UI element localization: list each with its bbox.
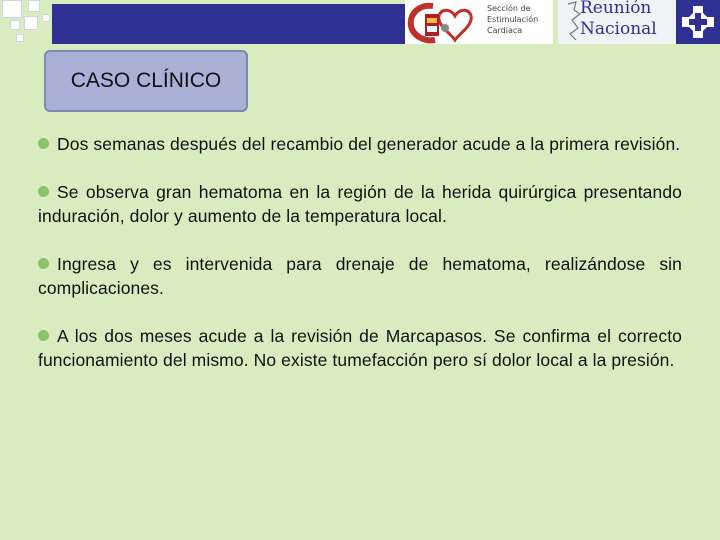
- bullet-dot-icon: [38, 186, 49, 197]
- society-logo: [405, 0, 553, 44]
- logo-line: Cardiaca: [487, 26, 523, 35]
- logo-caption: [487, 3, 538, 36]
- bullet-dot-icon: [38, 330, 49, 341]
- cross-logo: [676, 0, 720, 44]
- cross-logo-icon: [676, 0, 720, 44]
- logo-line: Sección de: [487, 4, 531, 13]
- page-title: CASO CLÍNICO: [70, 69, 222, 92]
- event-line: Nacional: [580, 19, 657, 39]
- title-box: [44, 50, 248, 112]
- logo-line: Estimulación: [487, 15, 539, 24]
- list-item: [38, 180, 682, 228]
- bullet-text: A los dos meses acude a la revisión de Marcapasos. Se confirma el correcto funcionamiento del mismo. No existe tumefacción pero sí dolor local a la presión.: [38, 326, 682, 370]
- bullet-text: Dos semanas después del recambio del generador acude a la primera revisión.: [57, 134, 681, 154]
- bullet-dot-icon: [38, 258, 49, 269]
- bullet-text: Se observa gran hematoma en la región de la herida quirúrgica presentando induración, dolor y aumento de la temperatura local.: [38, 182, 682, 226]
- bullet-text: Ingresa y es intervenida para drenaje de hematoma, realizándose sin complicaciones.: [38, 254, 682, 298]
- bullet-dot-icon: [38, 138, 49, 149]
- event-banner: [558, 0, 676, 44]
- list-item: [38, 324, 682, 372]
- list-item: [38, 252, 682, 300]
- list-item: [38, 132, 682, 156]
- heart-logo-icon: [405, 0, 485, 44]
- header-band: [0, 0, 720, 44]
- event-line: Reunión: [580, 0, 652, 18]
- bullet-list: [38, 132, 682, 396]
- header-bar: [52, 4, 407, 44]
